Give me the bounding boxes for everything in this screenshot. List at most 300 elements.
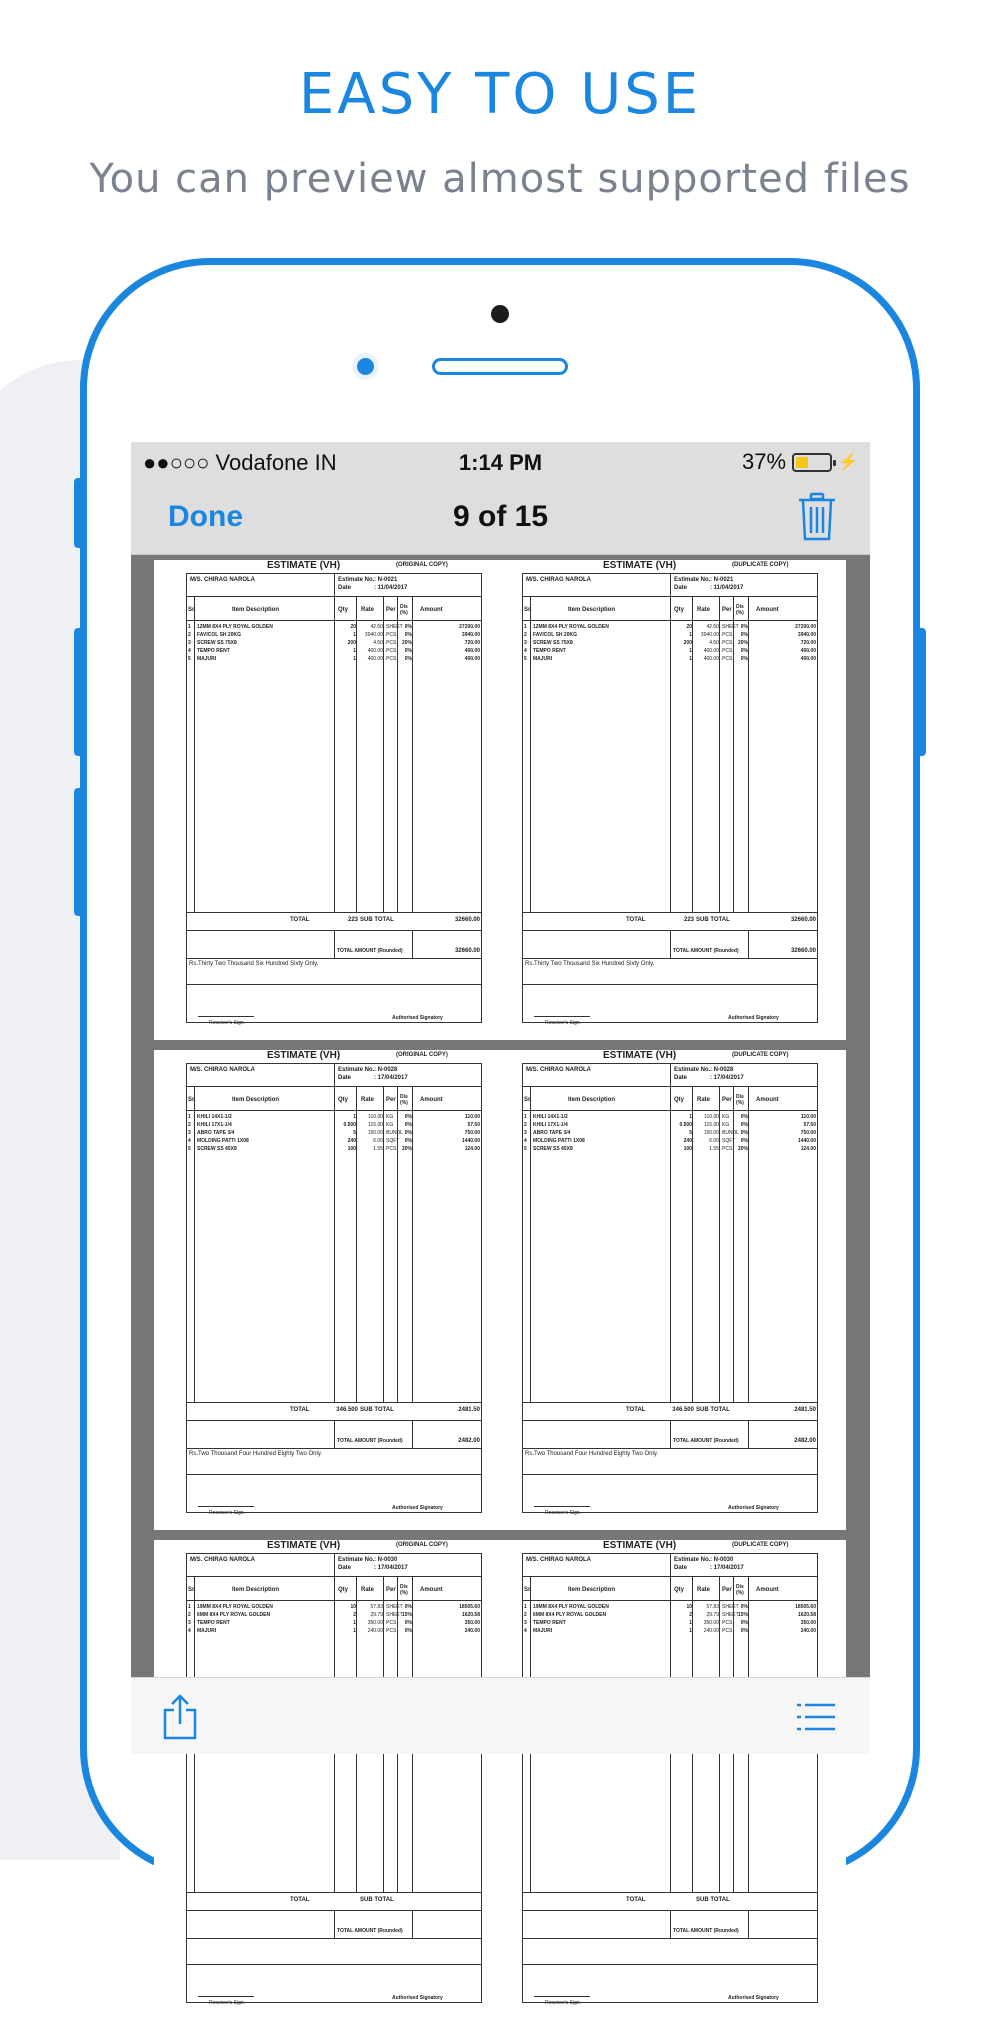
item-per: SHEET <box>722 1612 739 1618</box>
receivers-sign-label: Receiver's Sign. <box>209 1510 245 1516</box>
item-dis: 0% <box>740 632 748 638</box>
total-label: TOTAL <box>290 1897 310 1903</box>
trash-icon[interactable] <box>797 492 837 542</box>
item-sr: 2 <box>188 632 191 638</box>
item-description: MAJURI <box>533 1628 553 1634</box>
item-sr: 2 <box>524 1122 527 1128</box>
document-preview[interactable] <box>131 555 870 2006</box>
item-description: MOLDING PATTI 1X08 <box>533 1138 585 1144</box>
total-amount-label: TOTAL AMOUNT (Rounded) <box>337 948 403 954</box>
item-dis: 0% <box>740 1122 748 1128</box>
item-description: 19MM 8X4 PLY ROYAL GOLDEN <box>533 1604 609 1610</box>
total-amount-label: TOTAL AMOUNT (Rounded) <box>673 1438 739 1444</box>
column-rate: Rate <box>697 1587 711 1593</box>
item-qty: 20 <box>350 624 356 630</box>
column-per: Per <box>722 1097 732 1103</box>
item-rate: 6.00 <box>709 1138 719 1144</box>
item-per: PCS <box>722 1628 733 1634</box>
item-per: PCS <box>386 1620 397 1626</box>
item-rate: 42.50 <box>706 624 719 630</box>
receivers-sign-label: Receiver's Sign. <box>209 2000 245 2006</box>
item-dis: 0% <box>740 1138 748 1144</box>
estimate-no-label: Estimate No. <box>674 1557 711 1563</box>
total-qty: 346.500 <box>672 1407 694 1413</box>
sub-total-value: 2481.50 <box>794 1407 816 1413</box>
column-item-description: Item Description <box>568 607 616 613</box>
date-label: Date <box>674 1565 688 1571</box>
item-description: ABRO TAPE 3/4 <box>533 1130 571 1136</box>
item-description: SCREW SS 75X8 <box>197 640 237 646</box>
item-rate: 4.50 <box>373 640 383 646</box>
item-amount: 400.00 <box>800 656 816 662</box>
page-counter-title: 9 of 15 <box>452 500 549 533</box>
column-amount: Amount <box>420 1097 443 1103</box>
promo-subheadline: You can preview almost supported files <box>89 156 911 202</box>
item-rate: 42.50 <box>370 624 383 630</box>
estimate-title: ESTIMATE (VH) <box>267 560 341 571</box>
item-per: SHEET <box>722 624 739 630</box>
item-qty: 1 <box>353 656 356 662</box>
item-per: PCS <box>386 640 397 646</box>
phone-screen <box>131 442 870 2006</box>
item-sr: 4 <box>188 1138 191 1144</box>
item-qty: 1 <box>689 648 692 654</box>
item-description: KHILI 17X1-1/4 <box>197 1122 232 1128</box>
column-sr: Sr. <box>524 1587 532 1593</box>
item-qty: 1 <box>353 1620 356 1626</box>
item-rate: 1.55 <box>709 1146 719 1152</box>
item-sr: 2 <box>524 1612 527 1618</box>
item-sr: 3 <box>188 640 191 646</box>
date-label: Date <box>338 585 352 591</box>
item-rate: 400.00 <box>703 656 719 662</box>
item-dis: 0% <box>740 1130 748 1136</box>
item-amount: 400.00 <box>464 656 480 662</box>
item-per: KG <box>722 1114 730 1120</box>
item-dis: 0% <box>740 624 748 630</box>
estimate-copy-type: (DUPLICATE COPY) <box>732 1052 789 1058</box>
item-sr: 2 <box>188 1122 191 1128</box>
estimate-sheet <box>154 1050 480 1530</box>
item-qty: 10 <box>350 1604 356 1610</box>
authorised-signatory-label: Authorised Signatory <box>392 1015 443 1021</box>
amount-in-words: Rs.Two Thousand Four Hundred Eighty Two Only. <box>189 1451 323 1457</box>
estimate-sheet <box>490 560 816 1040</box>
sub-total-label: SUB TOTAL <box>360 1897 394 1903</box>
status-time: 1:14 PM <box>458 450 543 475</box>
estimate-sheet <box>154 1540 480 2020</box>
sub-total-value: 32660.00 <box>454 917 480 923</box>
sub-total-label: SUB TOTAL <box>360 1407 394 1413</box>
item-qty: 1 <box>689 632 692 638</box>
date-label: Date <box>674 585 688 591</box>
total-amount-value: 2482.00 <box>458 1438 480 1444</box>
battery-icon <box>792 453 832 472</box>
navigation-bar <box>131 482 870 555</box>
estimate-title: ESTIMATE (VH) <box>267 1050 341 1061</box>
item-sr: 4 <box>524 1628 527 1634</box>
total-amount-label: TOTAL AMOUNT (Rounded) <box>673 948 739 954</box>
sub-total-label: SUB TOTAL <box>696 1407 730 1413</box>
item-dis: 0% <box>740 1114 748 1120</box>
estimate-no: : N-0021 <box>710 577 734 583</box>
item-sr: 1 <box>524 1604 527 1610</box>
list-icon[interactable] <box>796 1702 836 1732</box>
total-qty: 223 <box>683 917 694 923</box>
estimate-no: : N-0028 <box>710 1067 734 1073</box>
item-description: 6MM 8X4 PLY ROYAL GOLDEN <box>197 1612 271 1618</box>
item-qty: 1 <box>353 1628 356 1634</box>
earpiece-speaker <box>432 358 568 375</box>
estimate-date: : 11/04/2017 <box>374 585 408 591</box>
item-sr: 2 <box>188 1612 191 1618</box>
column-qty: Qty <box>338 607 349 613</box>
item-dis: 20% <box>737 640 748 646</box>
column-item-description: Item Description <box>232 1587 280 1593</box>
customer-name: M/S. CHIRAG NAROLA <box>526 1067 591 1073</box>
amount-in-words: Rs.Thirty Two Thousand Six Hundred Sixty Only. <box>525 961 655 967</box>
item-qty: 2 <box>353 1612 356 1618</box>
item-per: PCS <box>722 1620 733 1626</box>
column-rate: Rate <box>361 1097 375 1103</box>
estimate-no: : N-0030 <box>710 1557 734 1563</box>
item-per: KG <box>386 1122 394 1128</box>
total-amount-label: TOTAL AMOUNT (Rounded) <box>337 1928 403 1934</box>
item-qty: 2 <box>689 1612 692 1618</box>
item-sr: 5 <box>188 656 191 662</box>
customer-name: M/S. CHIRAG NAROLA <box>190 1067 255 1073</box>
total-label: TOTAL <box>626 917 646 923</box>
item-per: PCS <box>722 1146 733 1152</box>
item-amount: 27200.00 <box>459 624 480 630</box>
estimate-no: : N-0021 <box>374 577 398 583</box>
receivers-sign-label: Receiver's Sign. <box>209 1020 245 1026</box>
carrier-signal: ●●○○○ Vodafone IN <box>143 450 337 475</box>
item-dis: 0% <box>404 1114 412 1120</box>
estimate-date: : 11/04/2017 <box>710 585 744 591</box>
column-qty: Qty <box>338 1097 349 1103</box>
item-dis: 0% <box>740 1604 748 1610</box>
column-sr: Sr. <box>188 1097 196 1103</box>
column-per: Per <box>386 1587 396 1593</box>
item-qty: 10 <box>686 1604 692 1610</box>
total-label: TOTAL <box>626 1407 646 1413</box>
item-qty: 1 <box>689 1114 692 1120</box>
item-dis: 0% <box>404 1122 412 1128</box>
column-sr: Sr. <box>524 1097 532 1103</box>
item-dis: 0% <box>404 632 412 638</box>
column-item-description: Item Description <box>232 607 280 613</box>
column-item-description: Item Description <box>232 1097 280 1103</box>
item-rate: 400.00 <box>703 648 719 654</box>
item-qty: 5 <box>353 1130 356 1136</box>
date-label: Date <box>338 1565 352 1571</box>
estimate-no-label: Estimate No. <box>338 1557 375 1563</box>
item-sr: 4 <box>524 648 527 654</box>
total-amount-value: 32660.00 <box>454 948 480 954</box>
mute-switch <box>74 478 86 548</box>
estimate-sheet <box>490 1540 816 2020</box>
column-item-description: Item Description <box>568 1587 616 1593</box>
item-rate: 3940.00 <box>700 632 719 638</box>
item-per: PCS <box>386 1146 397 1152</box>
column-rate: Rate <box>361 607 375 613</box>
item-sr: 1 <box>188 624 191 630</box>
item-dis: 15% <box>737 1612 748 1618</box>
column-qty: Qty <box>674 607 685 613</box>
item-description: MOLDING PATTI 1X08 <box>197 1138 249 1144</box>
item-amount: 18505.60 <box>459 1604 480 1610</box>
estimate-date: : 17/04/2017 <box>374 1565 408 1571</box>
total-label: TOTAL <box>290 1407 310 1413</box>
volume-down-button <box>74 788 86 916</box>
item-qty: 0.500 <box>343 1122 356 1128</box>
column-sr: Sr. <box>188 1587 196 1593</box>
item-amount: 110.00 <box>464 1114 480 1120</box>
column-qty: Qty <box>674 1097 685 1103</box>
item-qty: 1 <box>689 1628 692 1634</box>
estimate-sheet <box>154 560 480 1040</box>
item-rate: 150.00 <box>367 1130 383 1136</box>
item-sr: 1 <box>524 624 527 630</box>
customer-name: M/S. CHIRAG NAROLA <box>526 1557 591 1563</box>
item-per: PCS <box>386 1628 397 1634</box>
item-description: TEMPO RENT <box>533 1620 566 1626</box>
item-per: BUNDL <box>386 1130 403 1136</box>
charging-icon: ⚡ <box>838 454 858 471</box>
total-amount-label: TOTAL AMOUNT (Rounded) <box>673 1928 739 1934</box>
item-rate: 110.00 <box>704 1114 719 1120</box>
column-per: Per <box>722 607 732 613</box>
item-sr: 5 <box>188 1146 191 1152</box>
date-label: Date <box>338 1075 352 1081</box>
item-amount: 3940.00 <box>797 632 816 638</box>
item-per: PCS <box>722 640 733 646</box>
item-description: FAVICOL SH 20KG <box>197 632 241 638</box>
item-sr: 5 <box>524 1146 527 1152</box>
customer-name: M/S. CHIRAG NAROLA <box>526 577 591 583</box>
sub-total-value: 32660.00 <box>790 917 816 923</box>
item-qty: 5 <box>689 1130 692 1136</box>
promo-headline: EASY TO USE <box>298 62 702 127</box>
column-rate: Rate <box>361 1587 375 1593</box>
item-qty: 100 <box>683 1146 692 1152</box>
item-per: SQFT <box>722 1138 736 1144</box>
item-dis: 0% <box>740 1628 748 1634</box>
column-dis: Dis (%) <box>400 1584 408 1596</box>
item-dis: 0% <box>404 624 412 630</box>
column-amount: Amount <box>756 1097 779 1103</box>
item-amount: 57.50 <box>803 1122 816 1128</box>
item-sr: 1 <box>524 1114 527 1120</box>
battery-level <box>796 457 808 468</box>
column-amount: Amount <box>756 1587 779 1593</box>
estimate-no-label: Estimate No. <box>674 1067 711 1073</box>
column-dis: Dis (%) <box>736 1094 744 1106</box>
volume-up-button <box>74 628 86 756</box>
item-description: 6MM 8X4 PLY ROYAL GOLDEN <box>533 1612 607 1618</box>
item-per: SHEET <box>386 1604 403 1610</box>
total-label: TOTAL <box>626 1897 646 1903</box>
column-dis: Dis (%) <box>400 1094 408 1106</box>
item-rate: 115.00 <box>368 1122 383 1128</box>
item-rate: 6.00 <box>373 1138 383 1144</box>
item-description: KHILI 14X1-1/2 <box>197 1114 232 1120</box>
item-rate: 240.00 <box>367 1628 383 1634</box>
amount-in-words: Rs.Two Thousand Four Hundred Eighty Two Only. <box>525 1451 659 1457</box>
item-sr: 1 <box>188 1114 191 1120</box>
item-sr: 3 <box>188 1620 191 1626</box>
item-per: PCS <box>386 632 397 638</box>
item-rate: 400.00 <box>367 648 383 654</box>
receivers-sign-label: Receiver's Sign. <box>545 1020 581 1026</box>
sub-total-label: SUB TOTAL <box>360 917 394 923</box>
estimate-no: : N-0028 <box>374 1067 398 1073</box>
item-per: PCS <box>722 656 733 662</box>
estimate-sheet <box>490 1050 816 1530</box>
estimate-title: ESTIMATE (VH) <box>267 1540 341 1551</box>
item-per: BUNDL <box>722 1130 739 1136</box>
item-dis: 0% <box>404 1138 412 1144</box>
item-rate: 110.00 <box>368 1114 383 1120</box>
column-amount: Amount <box>420 607 443 613</box>
item-amount: 3940.00 <box>461 632 480 638</box>
item-per: SHEET <box>386 624 403 630</box>
item-dis: 0% <box>740 1620 748 1626</box>
item-description: MAJURI <box>197 1628 217 1634</box>
authorised-signatory-label: Authorised Signatory <box>728 1995 779 2001</box>
item-amount: 57.50 <box>467 1122 480 1128</box>
item-sr: 4 <box>524 1138 527 1144</box>
item-amount: 124.00 <box>464 1146 480 1152</box>
battery-percent: 37% <box>742 449 787 474</box>
document-page <box>154 560 846 1040</box>
sub-total-label: SUB TOTAL <box>696 1897 730 1903</box>
item-amount: 18505.60 <box>795 1604 816 1610</box>
item-dis: 20% <box>737 1146 748 1152</box>
receivers-sign-label: Receiver's Sign. <box>545 2000 581 2006</box>
done-button[interactable]: Done <box>168 500 243 533</box>
item-qty: 240 <box>683 1138 692 1144</box>
item-rate: 29.79 <box>706 1612 719 1618</box>
document-page <box>154 1050 846 1530</box>
item-rate: 150.00 <box>703 1130 719 1136</box>
item-per: PCS <box>386 656 397 662</box>
column-per: Per <box>386 1097 396 1103</box>
estimate-copy-type: (ORIGINAL COPY) <box>396 562 448 568</box>
item-sr: 5 <box>524 656 527 662</box>
sub-total-value: 2481.50 <box>458 1407 480 1413</box>
item-rate: 350.00 <box>367 1620 383 1626</box>
document-page <box>154 1540 846 2020</box>
status-bar <box>131 442 870 482</box>
item-sr: 4 <box>188 648 191 654</box>
column-qty: Qty <box>674 1587 685 1593</box>
total-qty: 223 <box>347 917 358 923</box>
estimate-no: : N-0030 <box>374 1557 398 1563</box>
item-dis: 0% <box>404 1130 412 1136</box>
item-dis: 0% <box>404 1620 412 1626</box>
item-per: KG <box>722 1122 730 1128</box>
item-amount: 1620.58 <box>461 1612 480 1618</box>
item-per: SHEET <box>722 1604 739 1610</box>
item-dis: 0% <box>740 648 748 654</box>
item-qty: 1 <box>689 1620 692 1626</box>
item-per: PCS <box>386 648 397 654</box>
item-amount: 240.00 <box>800 1628 816 1634</box>
item-amount: 400.00 <box>464 648 480 654</box>
estimate-date: : 17/04/2017 <box>710 1075 744 1081</box>
column-sr: Sr. <box>188 607 196 613</box>
item-rate: 115.00 <box>704 1122 719 1128</box>
estimate-copy-type: (DUPLICATE COPY) <box>732 562 789 568</box>
item-qty: 1 <box>353 632 356 638</box>
estimate-title: ESTIMATE (VH) <box>603 1540 677 1551</box>
item-rate: 29.79 <box>370 1612 383 1618</box>
total-amount-value: 32660.00 <box>790 948 816 954</box>
total-amount-label: TOTAL AMOUNT (Rounded) <box>337 1438 403 1444</box>
item-description: ABRO TAPE 3/4 <box>197 1130 235 1136</box>
item-amount: 240.00 <box>464 1628 480 1634</box>
item-rate: 240.00 <box>703 1628 719 1634</box>
item-qty: 200 <box>347 640 356 646</box>
item-sr: 3 <box>524 1620 527 1626</box>
item-qty: 1 <box>689 656 692 662</box>
item-amount: 1440.00 <box>797 1138 816 1144</box>
item-amount: 720.00 <box>800 640 816 646</box>
total-qty: 346.500 <box>336 1407 358 1413</box>
item-rate: 57.83 <box>706 1604 719 1610</box>
item-qty: 1 <box>353 1114 356 1120</box>
item-qty: 240 <box>347 1138 356 1144</box>
item-description: SCREW SS 45X8 <box>197 1146 237 1152</box>
share-icon[interactable] <box>161 1694 199 1740</box>
column-dis: Dis (%) <box>736 604 744 616</box>
authorised-signatory-label: Authorised Signatory <box>392 1505 443 1511</box>
receivers-sign-label: Receiver's Sign. <box>545 1510 581 1516</box>
column-rate: Rate <box>697 1097 711 1103</box>
estimate-title: ESTIMATE (VH) <box>603 560 677 571</box>
item-rate: 1.55 <box>373 1146 383 1152</box>
column-sr: Sr. <box>524 607 532 613</box>
estimate-no-label: Estimate No. <box>674 577 711 583</box>
item-dis: 0% <box>740 656 748 662</box>
estimate-title: ESTIMATE (VH) <box>603 1050 677 1061</box>
total-amount-value: 2482.00 <box>794 1438 816 1444</box>
bottom-toolbar <box>131 1677 870 1754</box>
item-per: SHEET <box>386 1612 403 1618</box>
column-dis: Dis (%) <box>736 1584 744 1596</box>
item-dis: 0% <box>404 1628 412 1634</box>
item-amount: 350.00 <box>464 1620 480 1626</box>
item-description: SCREW SS 75X8 <box>533 640 573 646</box>
estimate-copy-type: (DUPLICATE COPY) <box>732 1542 789 1548</box>
item-description: KHILI 17X1-1/4 <box>533 1122 568 1128</box>
item-dis: 15% <box>401 1612 412 1618</box>
item-per: SQFT <box>386 1138 400 1144</box>
item-amount: 1620.58 <box>797 1612 816 1618</box>
proximity-sensor <box>357 358 374 375</box>
item-amount: 750.00 <box>464 1130 480 1136</box>
item-sr: 4 <box>188 1628 191 1634</box>
estimate-no-label: Estimate No. <box>338 1067 375 1073</box>
item-description: TEMPO RENT <box>533 648 566 654</box>
item-description: 12MM 8X4 PLY ROYAL GOLDEN <box>197 624 273 630</box>
item-amount: 720.00 <box>464 640 480 646</box>
customer-name: M/S. CHIRAG NAROLA <box>190 577 255 583</box>
estimate-copy-type: (ORIGINAL COPY) <box>396 1542 448 1548</box>
total-label: TOTAL <box>290 917 310 923</box>
